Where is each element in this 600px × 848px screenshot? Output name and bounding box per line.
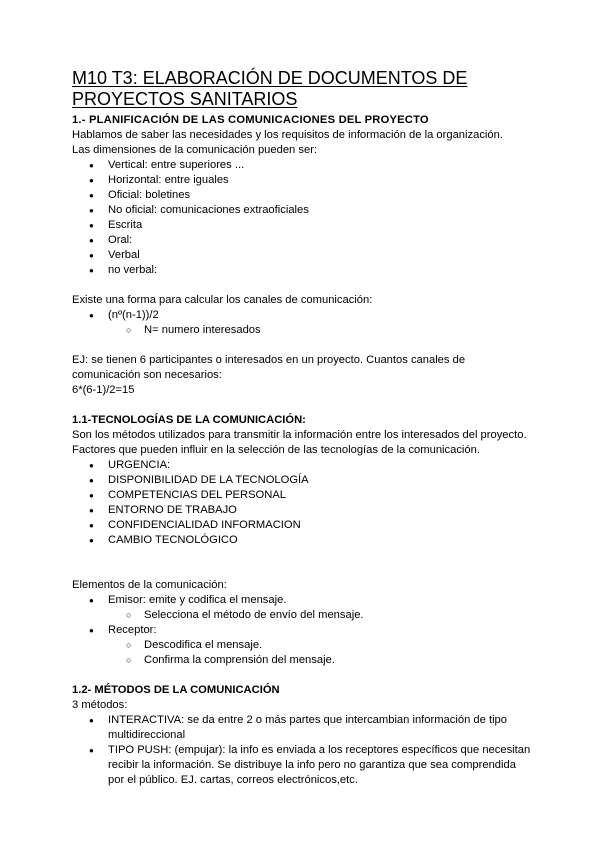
section-1-heading: 1.- PLANIFICACIÓN DE LAS COMUNICACIONES DEL PROYECTO [72, 114, 429, 126]
formula-item: ● (nº(n-1))/2 [72, 308, 540, 323]
example-line-2: comunicación son necesarios: [72, 369, 222, 381]
list-item: ● Escrita [72, 218, 540, 233]
example-line-1: EJ: se tienen 6 participantes o interesados en un proyecto. Cuantos canales de [72, 354, 466, 366]
document-title [72, 68, 540, 110]
method-push-line-3: por el público. EJ. cartas, correos electrónicos,etc. [108, 774, 358, 786]
list-item-receptor: ● Receptor: [72, 623, 540, 638]
method-interactiva-line-1: INTERACTIVA: se da entre 2 o más partes que intercambian información de tipo [108, 714, 508, 726]
section-1-1-heading: 1.1-TECNOLOGÍAS DE LA COMUNICACIÓN: [72, 414, 306, 426]
list-item: ● URGENCIA: [72, 458, 540, 473]
formula-sublist [72, 323, 540, 338]
methods-list [72, 713, 540, 788]
elements-paragraph: Elementos de la comunicación: [72, 579, 227, 591]
formula-list [72, 308, 540, 323]
elements-list-receptor [72, 623, 540, 638]
title-line-1: M10 T3: ELABORACIÓN DE DOCUMENTOS DE [72, 68, 468, 88]
list-item: ● COMPETENCIAS DEL PERSONAL [72, 488, 540, 503]
list-subitem: ○ Selecciona el método de envío del mensaje. [72, 608, 540, 623]
method-push-line-2: recibir la información. Se distribuye la info pero no garantiza que sea comprendida [108, 759, 516, 771]
dimensions-list [72, 158, 540, 278]
list-subitem: ○ Descodifica el mensaje. [72, 638, 540, 653]
list-item: ● Oral: [72, 233, 540, 248]
list-item: ● Oficial: boletines [72, 188, 540, 203]
emisor-sublist [72, 608, 540, 623]
list-item: ● CAMBIO TECNOLÓGICO [72, 533, 540, 548]
elements-list [72, 593, 540, 608]
list-item-push [72, 743, 540, 788]
list-item-emisor: ● Emisor: emite y codifica el mensaje. [72, 593, 540, 608]
section-1-1-paragraph-2: Factores que pueden influir en la selección de las tecnologías de la comunicación. [72, 444, 480, 456]
example-result: 6*(6-1)/2=15 [72, 384, 135, 396]
receptor-sublist [72, 638, 540, 668]
list-item: ● no verbal: [72, 263, 540, 278]
section-1-paragraph-2: Las dimensiones de la comunicación pueden ser: [72, 144, 318, 156]
list-item: ● CONFIDENCIALIDAD INFORMACION [72, 518, 540, 533]
list-item-interactiva [72, 713, 540, 743]
channels-paragraph: Existe una forma para calcular los canales de comunicación: [72, 294, 373, 306]
list-subitem: ○ Confirma la comprensión del mensaje. [72, 653, 540, 668]
section-1-paragraph-1: Hablamos de saber las necesidades y los requisitos de información de la organización. [72, 129, 503, 141]
formula-subitem: ○ N= numero interesados [72, 323, 540, 338]
title-line-2: PROYECTOS SANITARIOS [72, 89, 298, 109]
method-interactiva-line-2: multidireccional [108, 729, 186, 741]
section-1-1-paragraph-1: Son los métodos utilizados para transmitir la información entre los interesados del proyecto. [72, 429, 527, 441]
list-item: ● Vertical: entre superiores ... [72, 158, 540, 173]
list-item: ● Verbal [72, 248, 540, 263]
list-item: ● Horizontal: entre iguales [72, 173, 540, 188]
section-1-2-heading: 1.2- MÉTODOS DE LA COMUNICACIÓN [72, 684, 280, 696]
method-push-line-1: TIPO PUSH: (empujar): la info es enviada a los receptores específicos que necesitan [108, 744, 531, 756]
list-item: ● DISPONIBILIDAD DE LA TECNOLOGÍA [72, 473, 540, 488]
list-item: ● No oficial: comunicaciones extraoficiales [72, 203, 540, 218]
list-item: ● ENTORNO DE TRABAJO [72, 503, 540, 518]
section-1-2-paragraph: 3 métodos: [72, 699, 128, 711]
factors-list [72, 458, 540, 548]
